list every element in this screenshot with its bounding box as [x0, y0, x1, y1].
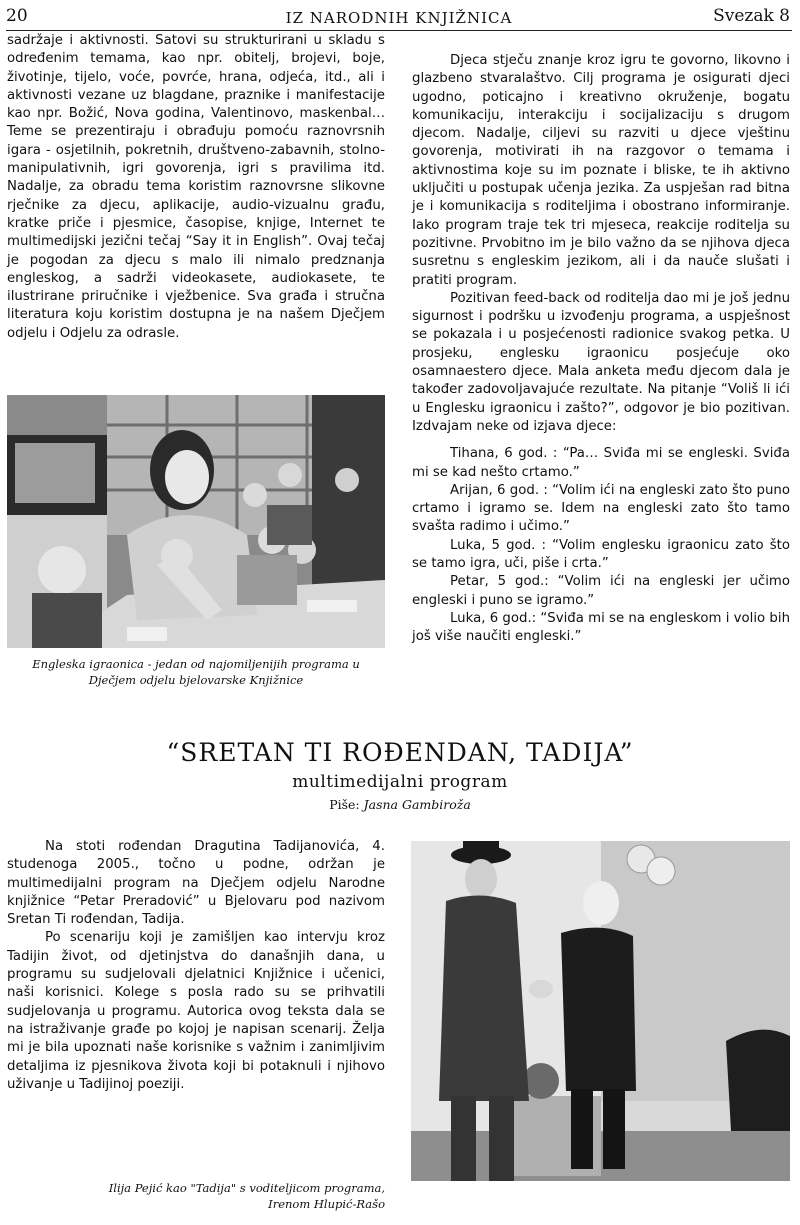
- volume-label: Svezak 8: [713, 6, 790, 26]
- handshake-photo: [411, 841, 790, 1181]
- author-name: Jasna Gambiroža: [363, 797, 471, 812]
- author-prefix: Piše:: [329, 797, 360, 812]
- classroom-photo: [7, 395, 385, 648]
- photo-caption: [100, 1180, 385, 1212]
- paragraph: Po scenariju koji je zamišljen kao intervju kroz Tadijin život, od djetinjstva do današnjih dana, u programu su sudjelovali djelatnici Knjižnice i učenici, naši korisnici. Kolege s posla rado su se prihvatili sudjelovanja u programu. Autorica ovog teksta dala se na istraživanje građe po kojoj je napisan scenarij. Želja mi je bila upoznati naše korisnike s važnim i zanimljivim detaljima iz pjesnikova života koji bi potaknuli i njihovo uživanje u Tadijinoj poeziji.: [7, 930, 385, 1092]
- paragraph: Djeca stječu znanje kroz igru te govorno, likovno i glazbeno stvaralaštvo. Cilj programa je osigurati djeci ugodno, poticajno i kreativno okruženje, bogatu komunikaciju, interakciju i socijalizaciju s drugom djecom. Nadalje, ciljevi su razviti u djece vještinu govorenja, motivirati ih na razgovor o temama i aktivnostima koje su im poznate i bliske, te ih aktivno uključiti u postupak učenja jezika. Za uspješan rad bitna je i komunikacija s roditeljima i obostrano informiranje. Iako program traje tek tri mjeseca, reakcije roditelja su pozitivne. Prvobitno im je bilo važno da se njihova djeca susretnu s engleskim jezikom, ali i da nauče slušati i pratiti program.: [412, 53, 790, 288]
- child-quote: Luka, 5 god. : “Volim englesku igraonicu zato što se tamo igra, uči, piše i crta.”: [412, 537, 790, 572]
- paragraph: Na stoti rođendan Dragutina Tadijanovića, 4. studenoga 2005., točno u podne, održan je multimedijalni program na Dječjem odjelu Narodne knjižnice “Petar Preradović” u Bjelovaru pod nazivom Sretan Ti rođendan, Tadija.: [7, 839, 385, 928]
- child-quote: Luka, 6 god.: “Sviđa mi se na engleskom i volio bih još više naučiti engleski.”: [412, 610, 790, 645]
- article-author: [0, 797, 800, 812]
- article-body: [7, 838, 385, 1094]
- paragraph: sadržaje i aktivnosti. Satovi su strukturirani u skladu s određenim temama, kao npr. obitelj, brojevi, boje, životinje, tijelo, voće, povrće, hrana, odjeća, itd., ali i aktivnosti vezane uz blagdane, praznike i manifestacije kao npr. Božić, Nova godina, Valentinovo, maskenbal… Teme se prezentiraju i obrađuju pomoću raznovrsnih igara - osjetilnih, pokretnih, društveno-zabavnih, stolno-manipulativnih, igri govorenja, igri s pravilima itd. Nadalje, za obradu tema koristim raznovrsne slikovne rječnike za djecu, aplikacije, audio-vizualnu građu, kratke priče i pjesmice, časopise, knjige, Internet te multimedijski jezični tečaj “Say it in English”. Ovaj tečaj je pogodan za djecu s malo ili nimalo predznanja engleskog, a sadrži videokasete, audiokasete, te ilustrirane priručnike i vježbenice. Sva građa i stručna literatura koju koristim dostupna je na našem Dječjem odjelu i Odjelu za odrasle.: [7, 33, 385, 341]
- section-header-title: IZ NARODNIH KNJIŽNICA: [285, 9, 513, 27]
- page-number: 20: [6, 6, 28, 26]
- page-header: [6, 4, 792, 31]
- child-quote: Petar, 5 god.: “Volim ići na engleski jer učimo engleski i puno se igramo.”: [412, 574, 790, 608]
- article-title: “SRETAN TI ROĐENDAN, TADIJA”: [166, 738, 634, 767]
- child-quote: Tihana, 6 god. : “Pa… Sviđa mi se engleski. Sviđa mi se kad nešto crtamo.”: [412, 446, 790, 480]
- paragraph: Pozitivan feed-back od roditelja dao mi je još jednu sigurnost i podršku u izvođenju programa, a uspješnost se pokazala i u posjećenosti radionice svakog petka. U prosjeku, englesku igraonicu posjećuje oko osamnaestero djece. Mala anketa među djecom dala je također zadovoljavajuće rezultate. Na pitanje “Voliš li ići u Englesku igraonicu i zašto?”, odgovor je bio pozitivan. Izdvajam neke od izjava djece:: [412, 290, 790, 434]
- left-column: [7, 32, 385, 343]
- caption-line: Irenom Hlupić-Rašo: [268, 1197, 385, 1211]
- photo-caption: Engleska igraonica - jedan od najomiljenijih programa u Dječjem odjelu bjelovarske Knjižnice: [32, 657, 360, 687]
- right-column: [412, 52, 790, 647]
- caption-line: Ilija Pejić kao "Tadija" s voditeljicom programa,: [108, 1181, 385, 1195]
- article-subtitle: multimedijalni program: [292, 772, 508, 792]
- child-quote: Arijan, 6 god. : “Volim ići na engleski zato što puno crtamo i igramo se. Idem na engleski zato što tamo svašta radimo i učimo.”: [412, 482, 790, 535]
